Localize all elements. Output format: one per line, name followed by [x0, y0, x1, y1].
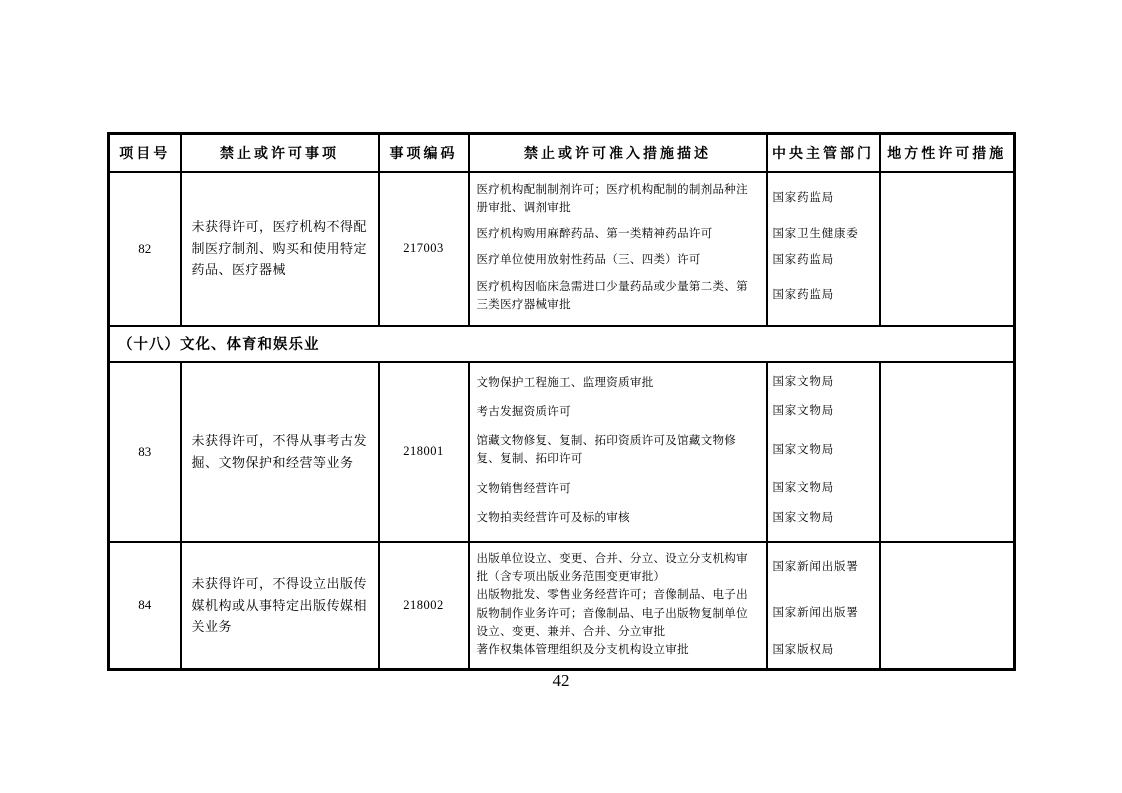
- measure-list: [470, 543, 879, 667]
- item-cell: 未获得许可，不得从事考古发掘、文物保护和经营等业务: [181, 362, 379, 542]
- measure-description: 医疗单位使用放射性药品（三、四类）许可: [476, 254, 701, 267]
- table-header-row: [109, 134, 1015, 172]
- measure-department: 国家药监局: [772, 289, 834, 302]
- measure-description: 文物销售经营许可: [476, 482, 571, 495]
- measure-department: 国家文物局: [772, 482, 834, 495]
- column-divider-line: [766, 362, 768, 542]
- measure-row: [470, 480, 879, 498]
- measure-description: 医疗机构配制制剂许可；医疗机构配制的制剂品种注册审批、调剂审批: [476, 183, 748, 214]
- header-local-measures: 地方性许可措施: [880, 134, 1015, 172]
- measure-department: 国家新闻出版署: [772, 607, 859, 620]
- local-measures-cell: [880, 542, 1015, 670]
- access-measures-table: [107, 132, 1016, 671]
- measure-row: [470, 432, 879, 469]
- measure-row: [470, 550, 879, 587]
- table-row-82: [109, 172, 1015, 326]
- measure-department: 国家文物局: [772, 443, 834, 456]
- item-cell: 未获得许可，不得设立出版传媒机构或从事特定出版传媒相关业务: [181, 542, 379, 670]
- local-measures-cell: [880, 362, 1015, 542]
- measure-row: [470, 509, 879, 527]
- measure-department: 国家新闻出版署: [772, 561, 859, 574]
- measure-department: 国家文物局: [772, 376, 834, 389]
- measures-cell: [469, 362, 880, 542]
- measure-department: 国家卫生健康委: [772, 227, 859, 240]
- measure-description: 出版物批发、零售业务经营许可；音像制品、电子出版物制作业务许可；音像制品、电子出版物复制单位设立、变更、兼并、合并、分立审批: [476, 589, 748, 639]
- header-measure-description: 禁止或许可准入措施描述: [469, 134, 767, 172]
- measures-cell: [469, 542, 880, 670]
- measure-description: 出版单位设立、变更、合并、分立、设立分支机构审批（含专项出版业务范围变更审批）: [476, 552, 748, 583]
- measure-row: [470, 278, 879, 315]
- measure-row: [470, 641, 879, 659]
- page-number: 42: [552, 671, 570, 690]
- local-measures-cell: [880, 172, 1015, 326]
- header-prohibited-item: 禁止或许可事项: [181, 134, 379, 172]
- code-cell: 218001: [379, 362, 469, 542]
- measure-description: 医疗机构购用麻醉药品、第一类精神药品许可: [476, 228, 713, 241]
- measure-row: [470, 586, 879, 641]
- measure-description: 馆藏文物修复、复制、拓印资质许可及馆藏文物修复、复制、拓印许可: [476, 435, 737, 466]
- table-row-84: [109, 542, 1015, 670]
- table-row-83: [109, 362, 1015, 542]
- measure-department: 国家版权局: [772, 644, 834, 657]
- measure-list: [470, 173, 879, 323]
- measure-row: [470, 251, 879, 269]
- measure-row: [470, 181, 879, 218]
- measures-cell: [469, 172, 880, 326]
- measure-row: [470, 374, 879, 392]
- header-project-number: 项目号: [109, 134, 181, 172]
- measure-row: [470, 225, 879, 243]
- measure-department: 国家药监局: [772, 192, 834, 205]
- column-divider-line: [766, 172, 768, 326]
- measure-list: [470, 363, 879, 539]
- project-number-cell: 82: [109, 172, 181, 326]
- column-divider-line: [766, 542, 768, 670]
- project-number-cell: 84: [109, 542, 181, 670]
- header-central-department: 中央主管部门: [767, 134, 880, 172]
- measure-description: 文物拍卖经营许可及标的审核: [476, 512, 630, 525]
- measure-department: 国家药监局: [772, 253, 834, 266]
- section-heading-row: [109, 326, 1015, 362]
- code-cell: 218002: [379, 542, 469, 670]
- measure-department: 国家文物局: [772, 511, 834, 524]
- measure-department: 国家文物局: [772, 405, 834, 418]
- measure-description: 文物保护工程施工、监理资质审批: [476, 376, 654, 389]
- header-item-code: 事项编码: [379, 134, 469, 172]
- project-number-cell: 83: [109, 362, 181, 542]
- measure-description: 医疗机构因临床急需进口少量药品或少量第二类、第三类医疗器械审批: [476, 280, 748, 312]
- measure-row: [470, 403, 879, 421]
- section-heading: （十八）文化、体育和娱乐业: [109, 326, 1015, 362]
- measure-description: 著作权集体管理组织及分支机构设立审批: [476, 644, 689, 657]
- measure-description: 考古发掘资质许可: [476, 405, 571, 418]
- code-cell: 217003: [379, 172, 469, 326]
- item-cell: 未获得许可，医疗机构不得配制医疗制剂、购买和使用特定药品、医疗器械: [181, 172, 379, 326]
